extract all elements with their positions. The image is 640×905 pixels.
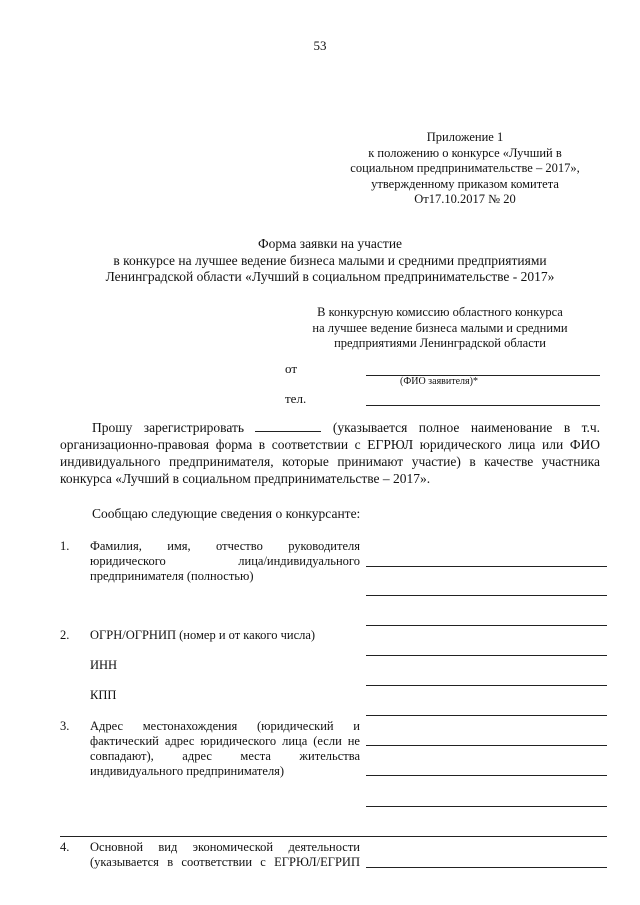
fill-line[interactable] [366, 775, 607, 776]
item-line: индивидуального предпринимателя) [90, 764, 285, 778]
appendix-line: социальном предпринимательстве – 2017», [350, 161, 580, 175]
fill-line[interactable] [366, 745, 607, 746]
addressee-line: предприятиями Ленинградской области [334, 336, 546, 350]
fill-line[interactable] [366, 595, 607, 596]
request-line-2: организационно-правовая форма в соответствии с ЕГРЮЛ юридического лица или ФИО [60, 437, 600, 452]
item-line: предпринимателя (полностью) [90, 569, 254, 583]
phone-field[interactable] [366, 405, 600, 406]
item-number: 4. [60, 840, 70, 854]
item-line: (указывается в соответствии с ЕГРЮЛ/ЕГРИП [90, 855, 360, 869]
item-3-text [90, 719, 360, 779]
appendix-line: Приложение 1 [426, 130, 504, 144]
item-line: Фамилия, имя, отчество руководителя [90, 539, 360, 553]
addressee-block [285, 305, 595, 352]
fill-line[interactable] [366, 625, 607, 626]
from-label: от [285, 361, 298, 376]
item-line: юридического лица/индивидуального [90, 554, 360, 568]
item-line: Адрес местонахождения (юридический и [90, 719, 360, 733]
appendix-block [330, 130, 600, 208]
item-2-text: ОГРН/ОГРНИП (номер и от какого числа) [90, 628, 316, 642]
request-line-3: индивидуального предпринимателя, которые принимают участие) в качестве участника [60, 454, 600, 469]
request-line-1-start: Прошу зарегистрировать [92, 420, 245, 435]
request-line-1 [60, 419, 600, 436]
addressee-line: В конкурсную комиссию областного конкурса [317, 305, 563, 319]
form-title-line: Ленинградской области «Лучший в социальном предпринимательстве - 2017» [105, 269, 555, 284]
appendix-line: к положению о конкурсе «Лучший в [368, 145, 562, 160]
fio-hint: (ФИО заявителя)* [400, 376, 478, 387]
phone-label: тел. [285, 391, 307, 406]
fill-line[interactable] [366, 867, 607, 868]
item-number: 1. [60, 539, 70, 553]
intro-text: Сообщаю следующие сведения о конкурсанте: [92, 506, 361, 521]
participant-name-blank[interactable] [255, 420, 321, 432]
item-line: Основной вид экономической деятельности [90, 840, 360, 854]
fill-line[interactable] [366, 806, 607, 807]
fill-line[interactable] [366, 685, 607, 686]
request-line-4: конкурса «Лучший в социальном предпринимательстве – 2017». [60, 471, 431, 486]
inn-label: ИНН [90, 658, 118, 672]
request-line-1-end: (указывается полное наименование в т.ч. [332, 420, 601, 435]
kpp-label: КПП [90, 688, 117, 702]
fill-line[interactable] [366, 715, 607, 716]
appendix-line: От17.10.2017 № 20 [414, 192, 516, 206]
form-title-line: в конкурсе на лучшее ведение бизнеса малыми и средними предприятиями [113, 252, 547, 268]
page-number: 53 [313, 38, 327, 53]
form-title-line: Форма заявки на участие [257, 236, 403, 251]
item-number: 2. [60, 628, 70, 642]
item-4-text [90, 840, 360, 870]
fill-line[interactable] [366, 566, 607, 567]
item-number: 3. [60, 719, 70, 733]
appendix-line: утвержденному приказом комитета [371, 176, 559, 191]
section-divider [60, 836, 607, 837]
addressee-line: на лучшее ведение бизнеса малыми и средними [312, 320, 568, 335]
form-title [60, 236, 600, 286]
fill-line[interactable] [366, 655, 607, 656]
item-line: совпадают), адрес места жительства [90, 749, 360, 763]
request-paragraph [60, 419, 600, 487]
item-line: фактический адрес юридического лица (если не [90, 734, 360, 748]
item-1-text [90, 539, 360, 584]
